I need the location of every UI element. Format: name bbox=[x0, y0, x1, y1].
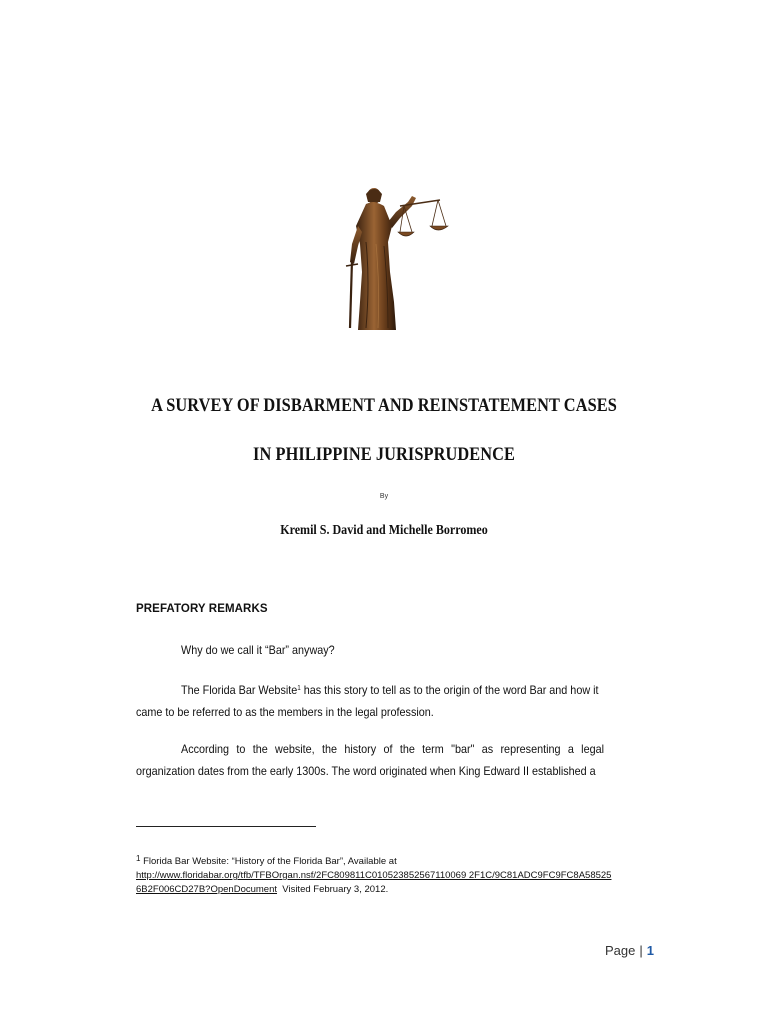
footnote-marker: 1 bbox=[136, 854, 141, 863]
footnote-url-link-continued[interactable]: 6B2F006CD27B?OpenDocument bbox=[136, 884, 278, 895]
paragraph-2-line-2: came to be referred to as the members in the legal profession. bbox=[136, 705, 434, 719]
paragraph-2 bbox=[136, 678, 604, 723]
paragraph-3-line-1: According to the website, the history of the term "bar" as representing a legal bbox=[181, 742, 604, 756]
footnote-url-link[interactable]: http://www.floridabar.org/tfb/TFBOrgan.nsf/2FC809811C010523852567110069 2F1C/9C81ADC9FC9FC8A58525 bbox=[136, 870, 612, 881]
footnote-1-link-line-1 bbox=[136, 869, 676, 883]
footnote-1 bbox=[136, 852, 676, 897]
paragraph-3-line-1-wrap bbox=[136, 738, 604, 760]
indent bbox=[136, 738, 181, 760]
paragraph-1-text: Why do we call it “Bar” anyway? bbox=[181, 643, 335, 657]
page-footer bbox=[605, 943, 654, 958]
footnote-1-link-line-2 bbox=[136, 883, 676, 897]
footnote-reference[interactable]: 1 bbox=[297, 685, 301, 692]
by-label: By bbox=[379, 493, 389, 500]
section-heading-prefatory-remarks: PREFATORY REMARKS bbox=[136, 603, 268, 615]
footnote-visited-date: Visited February 3, 2012. bbox=[277, 884, 389, 895]
paragraph-2-line-1 bbox=[136, 678, 604, 701]
paragraph-1 bbox=[136, 639, 604, 661]
paragraph-2-part-b: has this story to tell as to the origin of the word Bar and how it bbox=[300, 683, 599, 697]
page-number: 1 bbox=[646, 943, 654, 958]
authors-line: Kremil S. David and Michelle Borromeo bbox=[280, 523, 488, 538]
document-title-line-2: IN PHILIPPINE JURISPRUDENCE bbox=[253, 444, 515, 465]
page-label: Page bbox=[605, 943, 636, 958]
paragraph-3 bbox=[136, 738, 604, 782]
page-separator: | bbox=[639, 943, 643, 958]
footnote-1-line-1 bbox=[136, 852, 676, 869]
lady-justice-statue-image bbox=[336, 182, 456, 332]
document-title-line-1: A SURVEY OF DISBARMENT AND REINSTATEMENT CASES bbox=[151, 395, 617, 416]
paragraph-2-part-a: The Florida Bar Website bbox=[181, 683, 298, 697]
footnote-1-text: Florida Bar Website: “History of the Florida Bar”, Available at bbox=[140, 856, 397, 867]
footnote-separator bbox=[136, 826, 316, 827]
paragraph-3-line-2: organization dates from the early 1300s. The word originated when King Edward II established a bbox=[136, 764, 596, 778]
